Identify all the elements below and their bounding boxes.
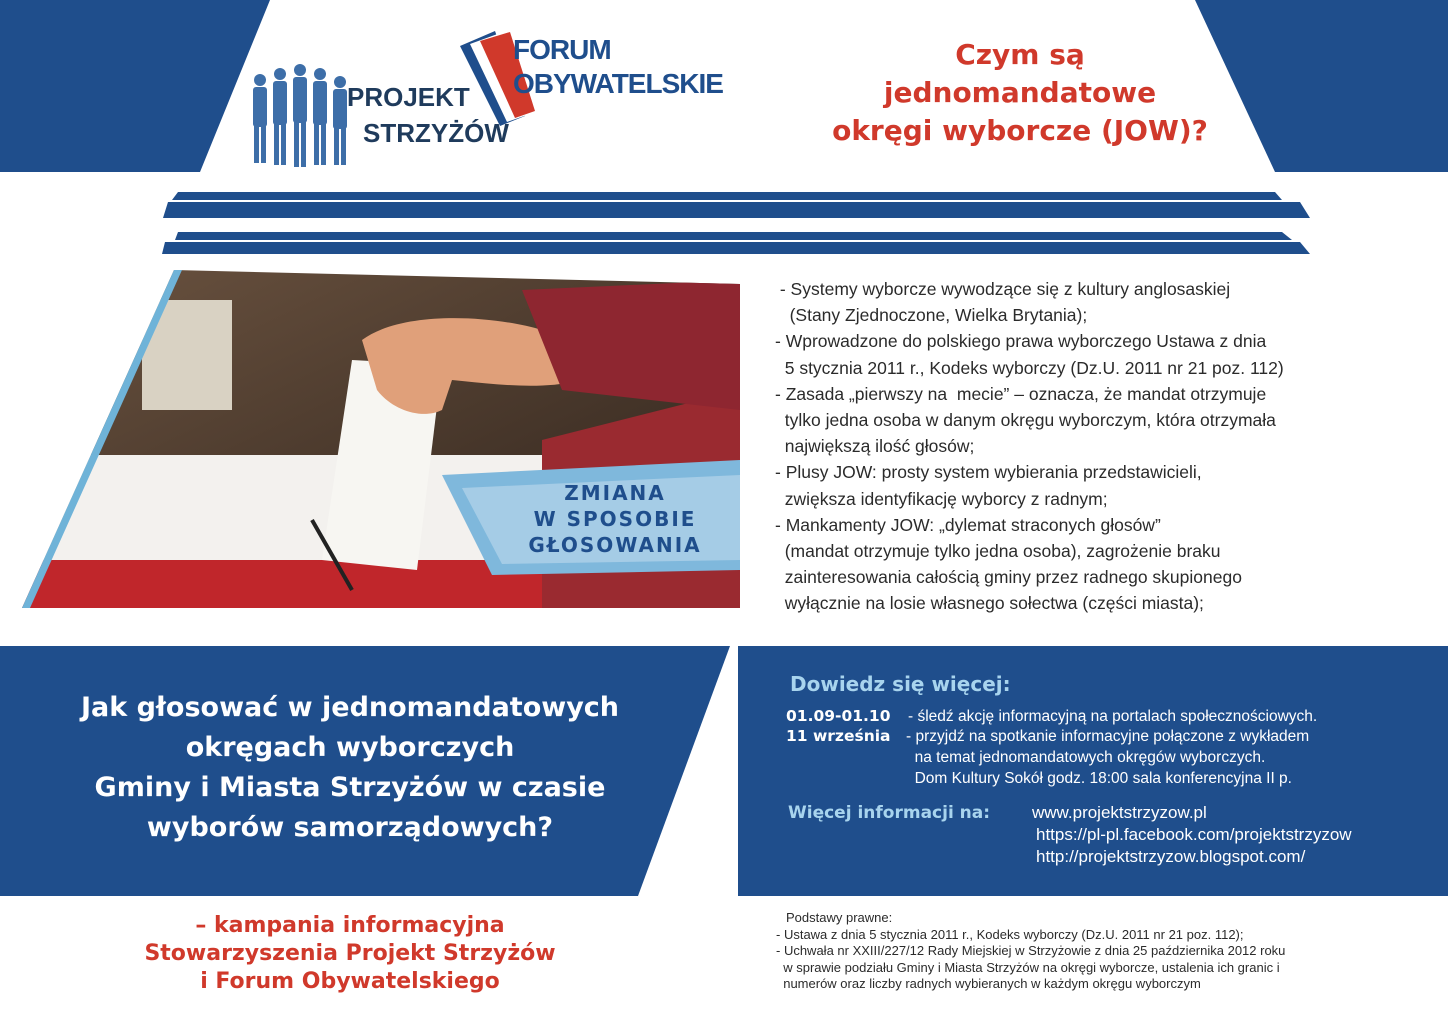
facebook-link[interactable]: https://pl-pl.facebook.com/projektstrzyzow: [1036, 825, 1352, 844]
legal-line: - Ustawa z dnia 5 stycznia 2011 r., Kodeks wyborczy (Dz.U. 2011 nr 21 poz. 112);: [776, 926, 1244, 942]
projekt-line1: PROJEKT: [347, 82, 470, 112]
bullet-line: 5 stycznia 2011 r., Kodeks wyborczy (Dz.U. 2011 nr 21 poz. 112): [775, 357, 1284, 378]
forum-line1: FORUM: [513, 34, 611, 65]
page-title: [760, 36, 1280, 150]
website-link[interactable]: www.projektstrzyzow.pl: [1032, 803, 1207, 822]
bullet-line: największą ilość głosów;: [775, 436, 975, 457]
photo-caption: [500, 480, 730, 558]
question-line3: Gminy i Miasta Strzyżów w czasie: [94, 772, 606, 803]
campaign-credit: [90, 912, 610, 996]
campaign-line2: Stowarzyszenia Projekt Strzyżów: [144, 941, 556, 966]
title-line3: okręgi wyborcze (JOW)?: [832, 114, 1208, 147]
campaign-line1: – kampania informacyjna: [195, 913, 505, 938]
title-line2: jednomandatowe: [883, 76, 1157, 109]
people-silhouettes-icon: [245, 60, 355, 175]
event-date: 11 września: [786, 727, 891, 745]
campaign-line3: i Forum Obywatelskiego: [200, 969, 500, 994]
projekt-strzyzow-logo: [245, 60, 525, 180]
question-line4: wyborów samorządowych?: [146, 812, 554, 843]
bullet-line: zainteresowania całością gminy przez radnego skupionego: [775, 567, 1242, 588]
bullet-line: (mandat otrzymuje tylko jedna osoba), zagrożenie braku: [775, 541, 1221, 562]
bullet-line: - Systemy wyborcze wywodzące się z kultury anglosaskiej: [775, 279, 1231, 299]
bullet-line: wyłącznie na losie własnego sołectwa (części miasta);: [775, 593, 1204, 614]
caption-line3: GŁOSOWANIA: [528, 533, 702, 557]
event-text: Dom Kultury Sokół godz. 18:00 sala konferencyjna II p.: [906, 770, 1292, 787]
question-line1: Jak głosować w jednomandatowych: [80, 692, 620, 723]
legal-line: w sprawie podziału Gminy i Miasta Strzyżów na okręgi wyborcze, ustalenia ich granic i: [776, 959, 1280, 975]
bullet-line: - Wprowadzone do polskiego prawa wyborczego Ustawa z dnia: [775, 331, 1267, 352]
legal-line: - Uchwała nr XXIII/227/12 Rady Miejskiej w Strzyżowie z dnia 25 października 2012 roku: [776, 943, 1286, 958]
jow-bullet-list: [775, 276, 1435, 617]
bullet-line: tylko jedna osoba w danym okręgu wyborczym, która otrzymała: [775, 410, 1276, 431]
legal-line: numerów oraz liczby radnych wybieranych w każdym okręgu wyborczym: [776, 976, 1201, 991]
bullet-line: - Mankamenty JOW: „dylemat straconych głosów”: [775, 514, 1161, 535]
question-heading: [30, 688, 670, 848]
bullet-line: (Stany Zjednoczone, Wielka Brytania);: [775, 305, 1088, 326]
legal-line: Podstawy prawne:: [786, 910, 893, 925]
info-heading: Dowiedz się więcej:: [790, 672, 1011, 696]
forum-line2: OBYWATELSKIE: [513, 68, 723, 99]
caption-line2: W SPOSOBIE: [533, 507, 697, 531]
caption-line1: ZMIANA: [564, 481, 666, 505]
event-date: 01.09-01.10: [786, 707, 891, 725]
header-stripes: [0, 172, 1448, 262]
event-text: - przyjdź na spotkanie informacyjne połączone z wykładem: [906, 728, 1310, 745]
more-info-label: Więcej informacji na:: [788, 803, 991, 823]
event-text: - śledź akcję informacyjną na portalach społecznościowych.: [908, 708, 1318, 725]
question-line2: okręgach wyborczych: [185, 732, 515, 763]
bullet-line: - Zasada „pierwszy na mecie” – oznacza, że mandat otrzymuje: [775, 383, 1267, 404]
bullet-line: zwiększa identyfikację wyborcy z radnym;: [775, 488, 1108, 509]
projekt-line2: STRZYŻÓW: [363, 118, 509, 148]
blog-link[interactable]: http://projektstrzyzow.blogspot.com/: [1036, 847, 1306, 866]
title-line1: Czym są: [955, 38, 1085, 71]
legal-basis: [776, 910, 1436, 993]
ballot-photo: [22, 270, 740, 610]
event-text: na temat jednomandatowych okręgów wyborczych.: [906, 749, 1266, 766]
bullet-line: - Plusy JOW: prosty system wybierania przedstawicieli,: [775, 462, 1202, 483]
